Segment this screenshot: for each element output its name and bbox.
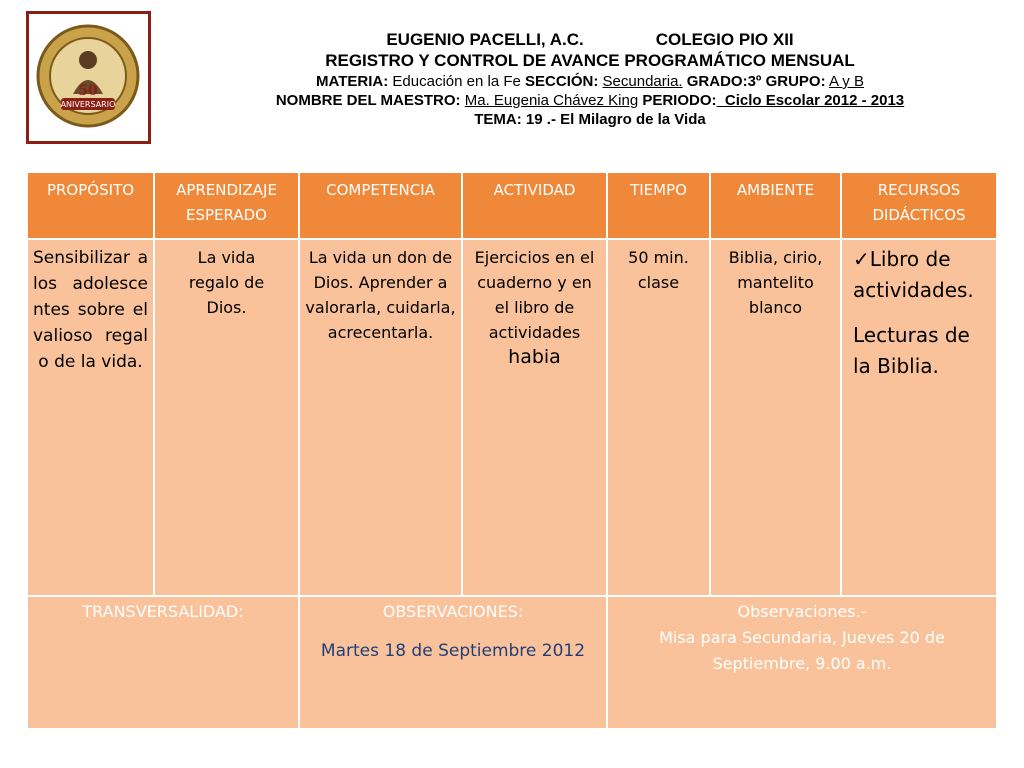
recursos-list <box>847 240 991 382</box>
observaciones-misa: Misa para Secundaria, Jueves 20 de Septiembre, 9.00 a.m. <box>659 628 945 673</box>
table-header-row <box>27 172 997 239</box>
materia-line: MATERIA: Educación en la Fe SECCIÓN: Secundaria. GRADO:3º GRUPO: A y B <box>316 73 864 90</box>
header-competencia: COMPETENCIA <box>299 172 462 239</box>
header-recursos: RECURSOS DIDÁCTICOS <box>841 172 997 239</box>
table-row <box>27 239 997 596</box>
cell-ambiente: Biblia, cirio, mantelito blanco <box>710 239 841 596</box>
recurso-biblia: Lecturas de la Biblia. <box>853 323 970 378</box>
table-bottom-row <box>27 596 997 729</box>
seal-ribbon-text: ANIVERSARIO <box>60 100 116 109</box>
planning-table <box>26 171 998 730</box>
anniversary-seal-icon <box>31 16 146 139</box>
maestro-line: NOMBRE DEL MAESTRO: Ma. Eugenia Chávez King PERIODO: Ciclo Escolar 2012 - 2013 <box>275 92 905 109</box>
cell-aprendizaje: La vida regalo de Dios. <box>154 239 299 596</box>
recurso-libro: ✓Libro de actividades. <box>853 247 974 302</box>
cell-competencia: La vida un don de Dios. Aprender a valorarla, cuidarla, acrecentarla. <box>299 239 462 596</box>
cell-observaciones: OBSERVACIONES: Martes 18 de Septiembre 2012 <box>299 596 607 729</box>
school-name-a: EUGENIO PACELLI, A.C. <box>386 30 584 49</box>
school-logo <box>26 11 151 144</box>
cell-actividad: Ejercicios en el cuaderno y en el libro de actividades habia <box>462 239 607 596</box>
cell-observaciones-2: Observaciones.- Misa para Secundaria, Jueves 20 de Septiembre, 9.00 a.m. <box>607 596 997 729</box>
seal-fifty-text: 50 <box>78 83 98 99</box>
school-names <box>160 30 1020 50</box>
header-ambiente: AMBIENTE <box>710 172 841 239</box>
observaciones-date: Martes 18 de Septiembre 2012 <box>320 641 586 661</box>
cell-recursos <box>841 239 997 596</box>
tema-line: TEMA: 19 .- El Milagro de la Vida <box>474 111 706 128</box>
header-tiempo: TIEMPO <box>607 172 710 239</box>
header-aprendizaje: APRENDIZAJE ESPERADO <box>154 172 299 239</box>
document-title: REGISTRO Y CONTROL DE AVANCE PROGRAMÁTICO MENSUAL <box>325 51 855 70</box>
cell-tiempo: 50 min. clase <box>607 239 710 596</box>
header-actividad: ACTIVIDAD <box>462 172 607 239</box>
header-proposito: PROPÓSITO <box>27 172 154 239</box>
school-name-b: COLEGIO PIO XII <box>655 30 794 49</box>
document-header <box>160 30 1020 128</box>
cell-proposito: Sensibilizar a los adolescentes sobre el valioso regalo de la vida. <box>27 239 154 596</box>
cell-transversalidad: TRANSVERSALIDAD: <box>27 596 299 729</box>
